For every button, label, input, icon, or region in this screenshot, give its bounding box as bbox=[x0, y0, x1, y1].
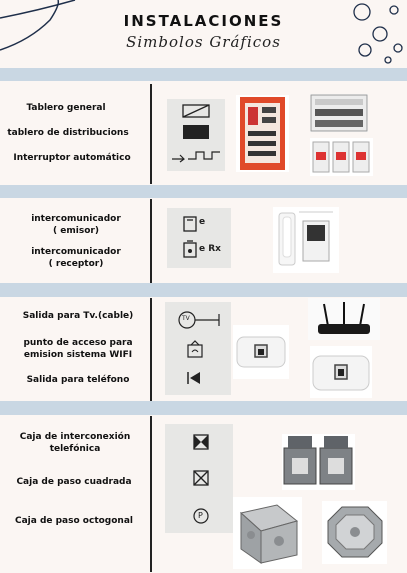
phone-outlet-symbol-icon bbox=[185, 370, 205, 386]
photo-interruptores bbox=[310, 138, 373, 176]
label-salida-telefono: Salida para teléfono bbox=[26, 375, 130, 385]
symbols-panel-4 bbox=[165, 424, 233, 533]
label-intercomunicador-receptor: intercomunicador ( receptor) bbox=[31, 247, 121, 269]
decorative-lines-top-left bbox=[0, 0, 90, 60]
photo-toma-wifi bbox=[233, 325, 289, 379]
intercom-emitter-text: e bbox=[199, 217, 206, 227]
label-punto-acceso-wifi: punto de acceso para emision sistema WIFI bbox=[23, 338, 133, 360]
separator-band-2 bbox=[0, 185, 407, 198]
photo-caja-interconexion bbox=[282, 434, 355, 490]
photo-caja-cuadrada bbox=[233, 497, 302, 569]
caja-interconexion-symbol-icon bbox=[193, 434, 209, 450]
separator-band-4 bbox=[0, 401, 407, 415]
photo-tablero-distribucion bbox=[310, 94, 368, 132]
section-4-divider bbox=[150, 416, 152, 572]
caja-octogonal-text: P bbox=[198, 511, 203, 520]
section-1-divider bbox=[150, 84, 152, 184]
label-intercomunicador-emisor: intercomunicador ( emisor) bbox=[31, 214, 121, 236]
intercom-receiver-text: e Rx bbox=[199, 244, 221, 254]
tablero-general-symbol-icon bbox=[182, 104, 210, 118]
interruptor-symbol-icon bbox=[170, 149, 224, 163]
wifi-access-symbol-icon bbox=[187, 340, 203, 358]
label-caja-paso-octogonal: Caja de paso octogonal bbox=[14, 516, 134, 526]
page-subtitle: Simbolos Gráficos bbox=[126, 33, 281, 51]
intercom-receiver-symbol-icon bbox=[183, 240, 197, 258]
section-2-divider bbox=[150, 199, 152, 283]
symbols-panel-1 bbox=[167, 99, 225, 171]
tablero-distribucion-symbol-icon bbox=[182, 124, 210, 140]
symbols-panel-2 bbox=[167, 208, 231, 268]
tv-outlet-text: TV bbox=[182, 315, 190, 322]
separator-band-1 bbox=[0, 68, 407, 81]
intercom-emitter-symbol-icon bbox=[183, 216, 197, 232]
photo-caja-octogonal bbox=[322, 501, 387, 564]
section-3-divider bbox=[150, 298, 152, 401]
photo-router bbox=[308, 298, 380, 340]
photo-toma-telefono bbox=[310, 346, 372, 398]
page-title: INSTALACIONES bbox=[123, 12, 284, 30]
separator-band-3 bbox=[0, 283, 407, 297]
symbols-panel-3 bbox=[165, 302, 231, 395]
label-tablero-general: Tablero general bbox=[26, 103, 106, 113]
label-salida-tv: Salida para Tv.(cable) bbox=[22, 311, 134, 321]
label-tablero-distribucion: tablero de distribucions bbox=[7, 128, 129, 138]
photo-tablero-rojo bbox=[236, 95, 289, 172]
caja-cuadrada-symbol-icon bbox=[193, 470, 209, 486]
label-caja-paso-cuadrada: Caja de paso cuadrada bbox=[16, 477, 132, 487]
photo-intercomunicador bbox=[273, 207, 339, 273]
label-interruptor-automatico: Interruptor automático bbox=[13, 153, 131, 163]
label-caja-interconexion: Caja de interconexión telefónica bbox=[19, 432, 131, 454]
